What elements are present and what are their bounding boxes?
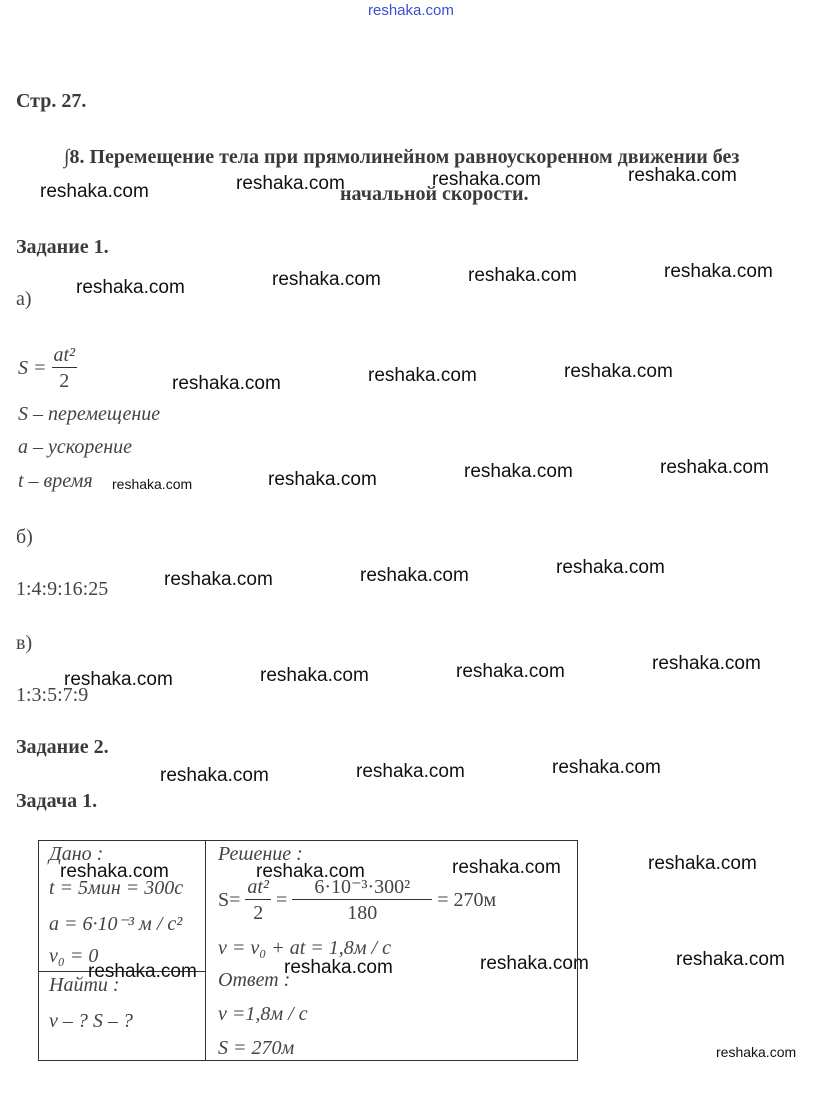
watermark: reshaka.com: [648, 853, 757, 874]
task2-heading: Задание 2.: [16, 736, 109, 758]
task1-heading: Задание 1.: [16, 236, 109, 258]
watermark: reshaka.com: [676, 949, 785, 970]
watermark: reshaka.com: [76, 277, 185, 298]
watermark: reshaka.com: [236, 173, 345, 194]
watermark: reshaka.com: [284, 957, 393, 978]
watermark: reshaka.com: [360, 565, 469, 586]
watermark: reshaka.com: [464, 461, 573, 482]
watermark: reshaka.com: [652, 653, 761, 674]
formula-s-fraction: [52, 343, 78, 394]
solution-fraction1-num: at²: [247, 876, 269, 898]
watermark: reshaka.com: [628, 165, 737, 186]
watermark: reshaka.com: [716, 1044, 797, 1060]
watermark: reshaka.com: [664, 261, 773, 282]
section-title-line2: начальной скорости.: [340, 183, 529, 205]
formula-s-denominator: 2: [59, 370, 70, 392]
given-label: Дано :: [49, 843, 104, 865]
formula-s-numerator: at²: [53, 344, 76, 366]
site-link-top[interactable]: reshaka.com: [368, 2, 454, 19]
watermark: reshaka.com: [88, 961, 197, 982]
solution-s-prefix: S=: [218, 889, 241, 911]
item-b-label: б): [16, 526, 33, 548]
formula-s-prefix: S =: [18, 357, 47, 379]
item-v-ratio: 1:3:5:7:9: [16, 684, 89, 706]
given-v0: v₀ = 0: [49, 945, 99, 967]
solution-equals: =: [275, 889, 288, 911]
given-t: t = 5мин = 300с: [49, 877, 184, 899]
watermark: reshaka.com: [172, 373, 281, 394]
given-a: a = 6·10⁻³ м / с²: [49, 913, 183, 935]
watermark: reshaka.com: [468, 265, 577, 286]
solution-fraction2-num: 6·10⁻³·300²: [292, 875, 432, 900]
problem1-heading: Задача 1.: [16, 790, 98, 812]
watermark: reshaka.com: [556, 557, 665, 578]
formula-s: [18, 343, 77, 394]
answer-s: S = 270м: [218, 1037, 295, 1059]
watermark: reshaka.com: [356, 761, 465, 782]
page-number: Стр. 27.: [16, 90, 87, 112]
solution-fraction1-den: 2: [253, 902, 264, 924]
watermark: reshaka.com: [160, 765, 269, 786]
item-b-ratio: 1:4:9:16:25: [16, 578, 109, 600]
watermark: reshaka.com: [452, 857, 561, 878]
watermark: reshaka.com: [368, 365, 477, 386]
definition-s: S – перемещение: [18, 403, 161, 425]
section-title-line1: ∫8. Перемещение тела при прямолинейном равноускоренном движении без: [64, 146, 740, 168]
watermark: reshaka.com: [432, 169, 541, 190]
definition-t: t – время: [18, 470, 93, 492]
solution-fraction2-den: 180: [347, 902, 378, 924]
watermark: reshaka.com: [64, 669, 173, 690]
watermark: reshaka.com: [112, 476, 193, 492]
item-a-label: а): [16, 288, 32, 310]
find-values: v – ? S – ?: [49, 1010, 133, 1032]
definition-a: a – ускорение: [18, 436, 133, 458]
watermark: reshaka.com: [60, 861, 169, 882]
find-cell: [39, 972, 206, 1061]
watermark: reshaka.com: [164, 569, 273, 590]
watermark: reshaka.com: [660, 457, 769, 478]
answer-label: Ответ :: [218, 969, 291, 991]
solution-v: v = v₀ + at = 1,8м / с: [218, 937, 391, 959]
answer-v: v =1,8м / с: [218, 1003, 308, 1025]
watermark: reshaka.com: [552, 757, 661, 778]
watermark: reshaka.com: [268, 469, 377, 490]
watermark: reshaka.com: [40, 181, 149, 202]
watermark: reshaka.com: [256, 861, 365, 882]
watermark: reshaka.com: [260, 665, 369, 686]
watermark: reshaka.com: [564, 361, 673, 382]
watermark: reshaka.com: [480, 953, 589, 974]
find-label: Найти :: [49, 974, 120, 996]
watermark: reshaka.com: [456, 661, 565, 682]
item-v-label: в): [16, 632, 33, 654]
solution-label: Решение :: [218, 843, 303, 865]
watermark: reshaka.com: [272, 269, 381, 290]
solution-s-result: = 270м: [437, 889, 497, 911]
